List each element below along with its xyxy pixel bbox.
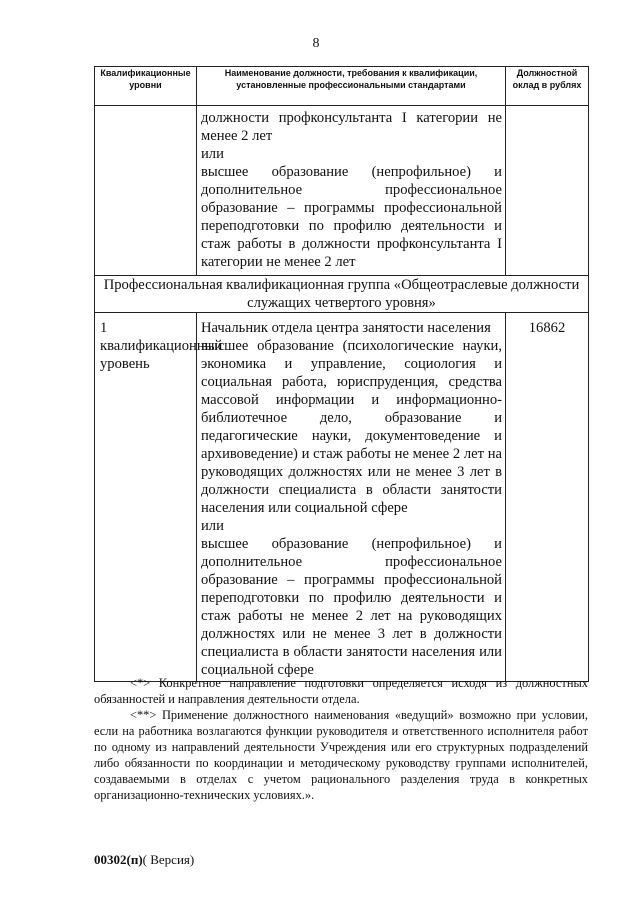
- continuation-paragraph: высшее образование (непрофильное) и дополнительное профессиональное образование – программы профессиональной переподготовки по профилю деятельности и стаж работы в должности профконсультанта I категории не менее 2 лет: [201, 164, 502, 270]
- document-footer: [94, 852, 194, 868]
- continuation-level-cell: [95, 106, 197, 276]
- table-header-row: [95, 67, 589, 106]
- continuation-paragraph: должности профконсультанта I категории не менее 2 лет: [201, 110, 502, 144]
- footnote-1: <*> Конкретное направление подготовки определяется исходя из должностных обязанностей и направления деятельности отдела.: [94, 676, 588, 706]
- table-row-group-title: [95, 276, 589, 313]
- continuation-salary-cell: [506, 106, 589, 276]
- document-version: ( Версия): [142, 852, 195, 867]
- footnotes: [94, 675, 588, 803]
- requirements-cell: [197, 313, 506, 682]
- requirements-or: или: [201, 518, 224, 534]
- table-row-continuation: [95, 106, 589, 276]
- continuation-or: или: [201, 146, 224, 162]
- salary-cell: [506, 313, 589, 682]
- document-code: 00302(п): [94, 852, 143, 867]
- requirements-paragraph: высшее образование (непрофильное) и дополнительное профессиональное образование – программы профессиональной переподготовки по профилю деятельности и стаж работы не менее 2 лет на руководящих должностях или не менее 3 лет в должности специалиста в области занятости населения или социальной сфере: [201, 536, 502, 678]
- header-salary: Должностной оклад в рублях: [506, 67, 589, 106]
- requirements-paragraph: высшее образование (психологические науки, экономика и управление, социология и социальная работа, юриспруденция, средства массовой информации и информационно-библиотечное дело, образование и педагогические науки, документоведение и архивоведение) и стаж работы не менее 2 лет на руководящих должностях или не менее 3 лет в должности специалиста в области занятости населения или социальной сфере: [201, 338, 502, 516]
- qualification-level: 1 квалификационный уровень: [100, 320, 223, 372]
- continuation-requirements-cell: [197, 106, 506, 276]
- header-qualification-levels: Квалификационные уровни: [95, 67, 197, 106]
- position-title: Начальник отдела центра занятости населения: [201, 320, 491, 336]
- table-row-level-1: [95, 313, 589, 682]
- footnote-2: <**> Применение должностного наименования «ведущий» возможно при условии, если на работника возлагаются функции руководителя и ответственного исполнителя работ по одному из направлений деятельности Учреждения или его структурных подразделений либо обязанности по координации и методическому руководству группами исполнителей, создаваемыми в отделах с учетом рационального разделения труда в конкретных организационно-технических условиях.».: [94, 708, 588, 802]
- page-number: 8: [312, 36, 320, 51]
- group-title: Профессиональная квалификационная группа «Общеотраслевые должности служащих четвертого уровня»: [95, 276, 589, 313]
- salary-value: 16862: [528, 320, 566, 336]
- qualification-table: [94, 66, 589, 682]
- header-position-requirements: Наименование должности, требования к квалификации, установленные профессиональными стандартами: [197, 67, 506, 106]
